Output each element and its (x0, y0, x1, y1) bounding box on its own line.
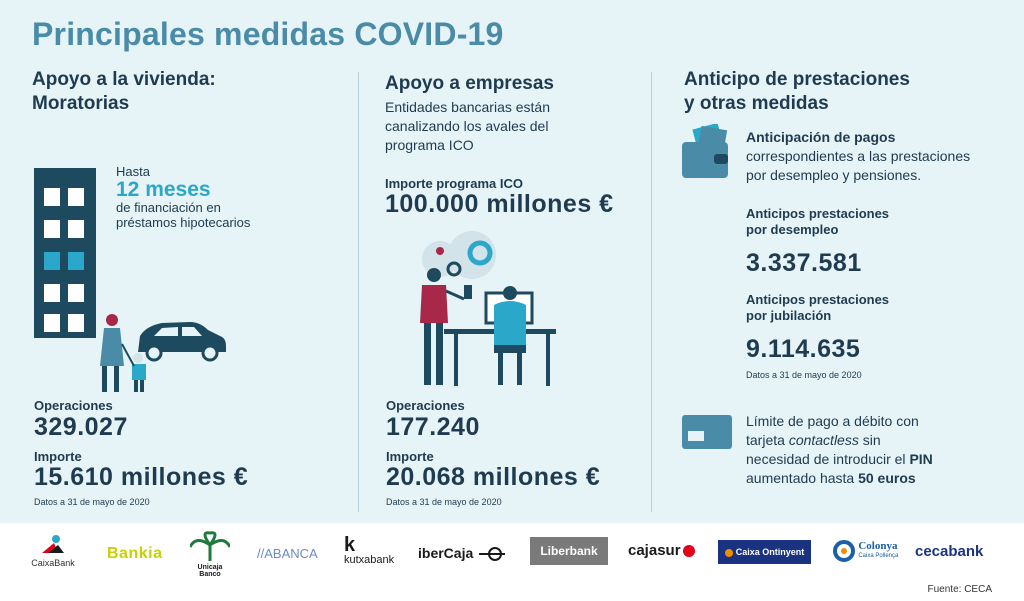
liberbank-logo: Liberbank (530, 537, 608, 565)
cajasur-dot-icon (683, 545, 695, 557)
anticipacion-text (746, 128, 970, 185)
abanca-logo (257, 546, 318, 561)
col1-title (32, 68, 216, 116)
source-note: Fuente: CECA (927, 584, 992, 595)
card-limit-line (746, 450, 933, 469)
ibercaja-logo (418, 545, 507, 561)
anticipacion-bold: Anticipación de pagos (746, 129, 896, 145)
date-note: Datos a 31 de mayo de 2020 (34, 497, 150, 507)
card-limit-line (746, 469, 933, 488)
operaciones-label: Operaciones (34, 398, 113, 413)
financiacion-desc-line: préstamos hipotecarios (116, 215, 251, 230)
cajasur-text: cajasur (628, 542, 681, 559)
card-limit-text (746, 412, 933, 488)
col3-title-line: y otras medidas (684, 93, 829, 114)
jubilacion-label-line: Anticipos prestaciones (746, 292, 890, 307)
building-shape (34, 168, 96, 338)
card-icon (680, 413, 736, 453)
card-text: necesidad de introducir el (746, 451, 910, 467)
importe-label: Importe (34, 449, 82, 464)
col3-title-line: Anticipo de prestaciones (684, 69, 910, 90)
col1-title-line: Moratorias (32, 93, 130, 114)
caixabank-logo (26, 533, 80, 568)
column-divider (358, 72, 359, 512)
caixabank-text: CaixaBank (31, 558, 75, 568)
ontinyent-dot-icon (725, 549, 733, 557)
col2-description-line: Entidades bancarias están (385, 99, 550, 115)
ibercaja-mark-icon (477, 547, 507, 561)
page-title: Principales medidas COVID-19 (32, 16, 504, 52)
colonya-logo (833, 540, 898, 562)
colonya-text-group (858, 541, 898, 561)
col3-title (684, 68, 910, 116)
kutxabank-logo (344, 536, 406, 566)
hasta-label: Hasta (116, 164, 150, 179)
limit-amount: 50 euros (858, 470, 916, 486)
wallet-icon (680, 124, 734, 182)
card-limit-line (746, 431, 933, 450)
col2-description (385, 98, 550, 155)
desempleo-label-line: por desempleo (746, 222, 839, 237)
ibercaja-text: iberCaja (418, 545, 474, 561)
ontinyent-text: Caixa Ontinyent (735, 547, 805, 557)
importe-label: Importe (386, 449, 434, 464)
ontinyent-logo (718, 540, 811, 564)
cecabank-logo: cecabank (915, 543, 984, 560)
colonya-subtext: Caixa Pollença (858, 553, 899, 559)
desempleo-label (746, 206, 889, 238)
abanca-text: ABANCA (264, 546, 318, 561)
abanca-slashes: // (257, 546, 265, 561)
jubilacion-value: 9.114.635 (746, 335, 861, 363)
desempleo-label-line: Anticipos prestaciones (746, 206, 890, 221)
k-icon: k (344, 534, 356, 556)
col1-title-line: Apoyo a la vivienda: (32, 69, 216, 90)
unicaja-logo (186, 531, 234, 578)
colonya-icon (833, 540, 855, 562)
kutxabank-text: kutxabank (344, 554, 395, 566)
programa-ico-value: 100.000 millones € (385, 190, 614, 218)
business-illustration (410, 225, 570, 390)
operaciones-value: 329.027 (34, 413, 128, 441)
col2-description-line: programa ICO (385, 137, 474, 153)
card-text: tarjeta (746, 432, 789, 448)
date-note: Datos a 31 de mayo de 2020 (746, 370, 862, 380)
unicaja-text: Unicaja Banco (197, 564, 223, 578)
anticipacion-line: correspondientes a las prestaciones (746, 148, 971, 164)
financiacion-desc (116, 200, 250, 230)
cajasur-logo (628, 542, 695, 559)
col2-title: Apoyo a empresas (385, 73, 554, 94)
operaciones-value: 177.240 (386, 413, 480, 441)
importe-value: 15.610 millones € (34, 463, 249, 491)
contactless-text: contactless (788, 432, 859, 448)
column-divider (651, 72, 652, 512)
card-limit-line: Límite de pago a débito con (746, 413, 919, 429)
jubilacion-label-line: por jubilación (746, 308, 832, 323)
jubilacion-label (746, 292, 889, 324)
pin-text: PIN (909, 451, 933, 467)
importe-value: 20.068 millones € (386, 463, 601, 491)
date-note: Datos a 31 de mayo de 2020 (386, 497, 502, 507)
star-icon (38, 533, 68, 555)
card-text: aumentado hasta (746, 470, 859, 486)
operaciones-label: Operaciones (386, 398, 465, 413)
programa-ico-label: Importe programa ICO (385, 176, 523, 191)
financiacion-desc-line: de financiación en (116, 200, 221, 215)
colonya-text: Colonya (858, 540, 898, 552)
bankia-logo: Bankia (107, 545, 163, 562)
meses-value: 12 meses (116, 178, 211, 201)
desempleo-value: 3.337.581 (746, 249, 862, 277)
anticipacion-line: por desempleo y pensiones. (746, 167, 922, 183)
card-text: sin (858, 432, 881, 448)
col2-description-line: canalizando los avales del (385, 118, 549, 134)
tree-icon (190, 531, 230, 561)
